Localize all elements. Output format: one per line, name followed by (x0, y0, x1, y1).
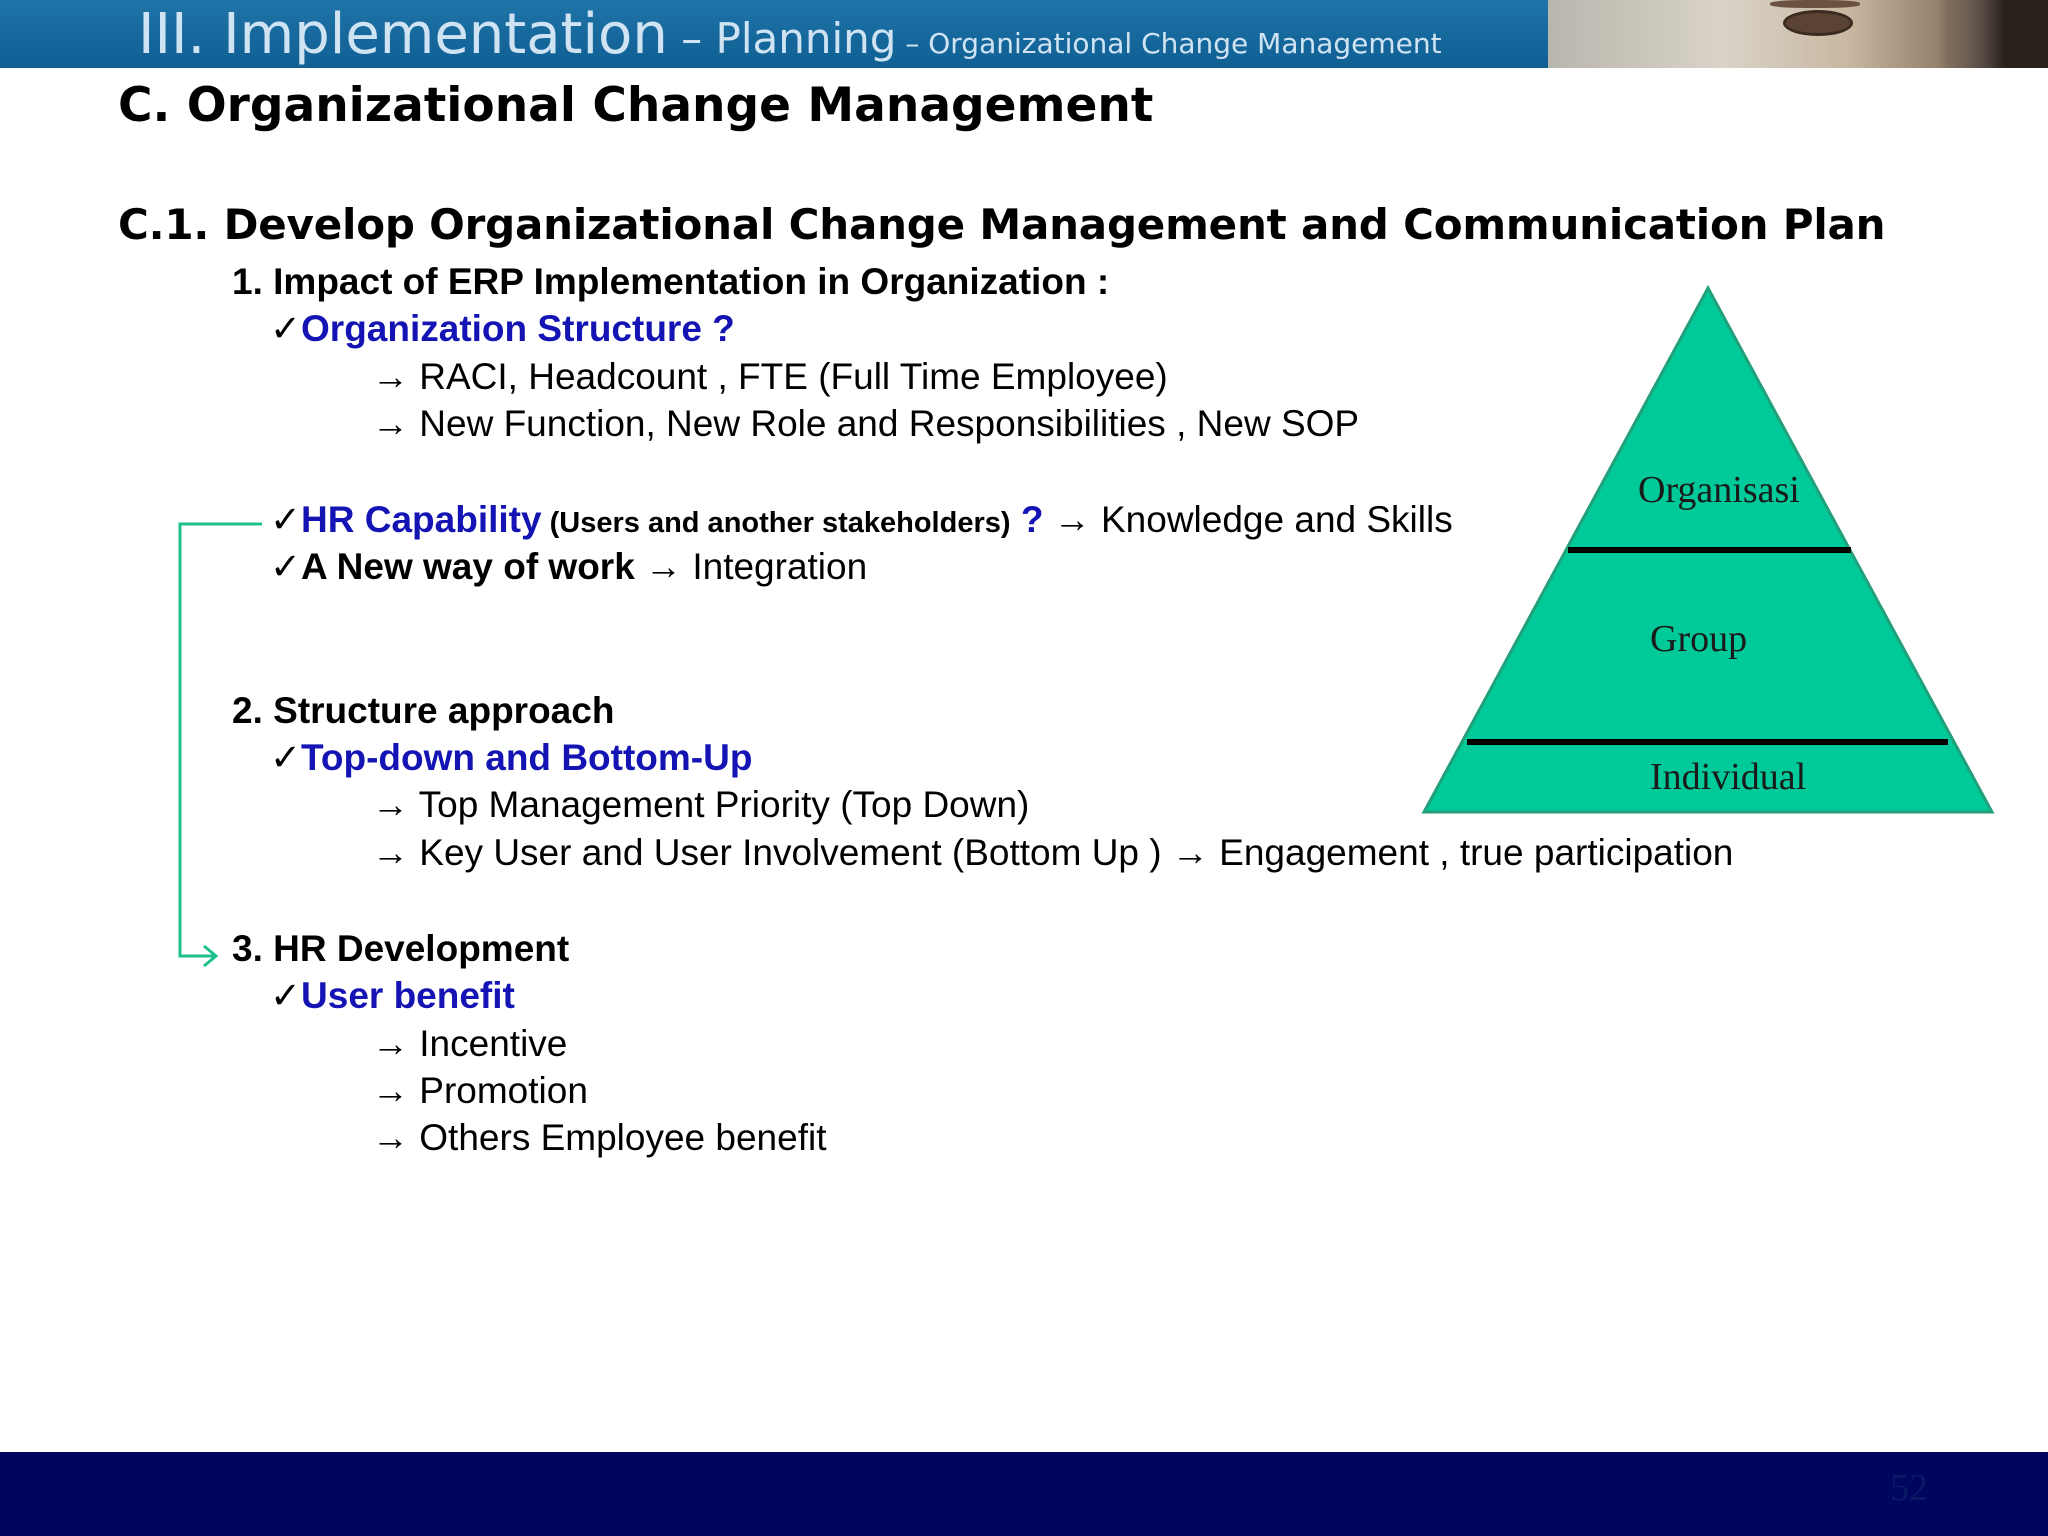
check-icon: ✓ (270, 737, 302, 778)
header-bar (0, 0, 1548, 68)
benefit-row (270, 974, 515, 1018)
section2-heading: 2. Structure approach (232, 690, 615, 731)
hr-capability-note: (Users and another stakeholders) (541, 507, 1011, 539)
check-icon: ✓ (270, 499, 302, 540)
hr-capability-row (270, 498, 1453, 545)
approach-label: Top-down and Bottom-Up (301, 737, 753, 778)
bracket-path (180, 524, 262, 956)
org-structure-item-1: → RACI, Headcount , FTE (Full Time Employee) (372, 356, 1168, 397)
header-title (138, 2, 1442, 68)
benefit-item-3: → Others Employee benefit (372, 1117, 827, 1158)
new-way-tail: → Integration (634, 546, 868, 587)
header-topic: – Organizational Change Management (896, 27, 1442, 60)
pyramid-level-group: Group (1650, 618, 1748, 660)
approach-row (270, 736, 752, 780)
org-structure-row (270, 307, 735, 351)
pyramid-level-organisasi: Organisasi (1638, 469, 1800, 511)
section3-heading: 3. HR Development (232, 928, 570, 969)
org-structure-item-2: → New Function, New Role and Responsibilities , New SOP (372, 403, 1360, 444)
slide-title: C. Organizational Change Management (118, 78, 1154, 133)
section1-heading: 1. Impact of ERP Implementation in Organization : (232, 261, 1110, 302)
photo-eye (1783, 10, 1853, 36)
org-structure-label: Organization Structure ? (301, 308, 735, 349)
slide-subtitle: C.1. Develop Organizational Change Management and Communication Plan (118, 200, 1886, 249)
new-way-row (270, 545, 867, 589)
header-photo (1548, 0, 2048, 68)
pyramid-diagram (1420, 284, 1995, 818)
pyramid-level-individual: Individual (1650, 756, 1807, 798)
photo-brow (1770, 0, 1860, 8)
approach-item-1: → Top Management Priority (Top Down) (372, 784, 1030, 825)
check-icon: ✓ (270, 546, 302, 587)
page-number: 52 (1890, 1467, 1928, 1509)
new-way-label: A New way of work (301, 546, 635, 587)
footer-bar (0, 1452, 2048, 1536)
hr-capability-label: HR Capability (301, 499, 542, 540)
benefit-item-2: → Promotion (372, 1070, 588, 1111)
check-icon: ✓ (270, 975, 302, 1016)
check-icon: ✓ (270, 308, 302, 349)
hr-capability-tail: → Knowledge and Skills (1043, 499, 1453, 540)
approach-item-2: → Key User and User Involvement (Bottom Up ) → Engagement , true participation (372, 832, 1734, 873)
header-phase: – Planning (667, 14, 897, 63)
hr-capability-question: ? (1010, 499, 1044, 540)
header-section: III. Implementation (138, 2, 668, 67)
benefit-label: User benefit (301, 975, 515, 1016)
photo-hair (1938, 0, 2048, 68)
connector-bracket (170, 510, 270, 970)
benefit-item-1: → Incentive (372, 1023, 568, 1064)
